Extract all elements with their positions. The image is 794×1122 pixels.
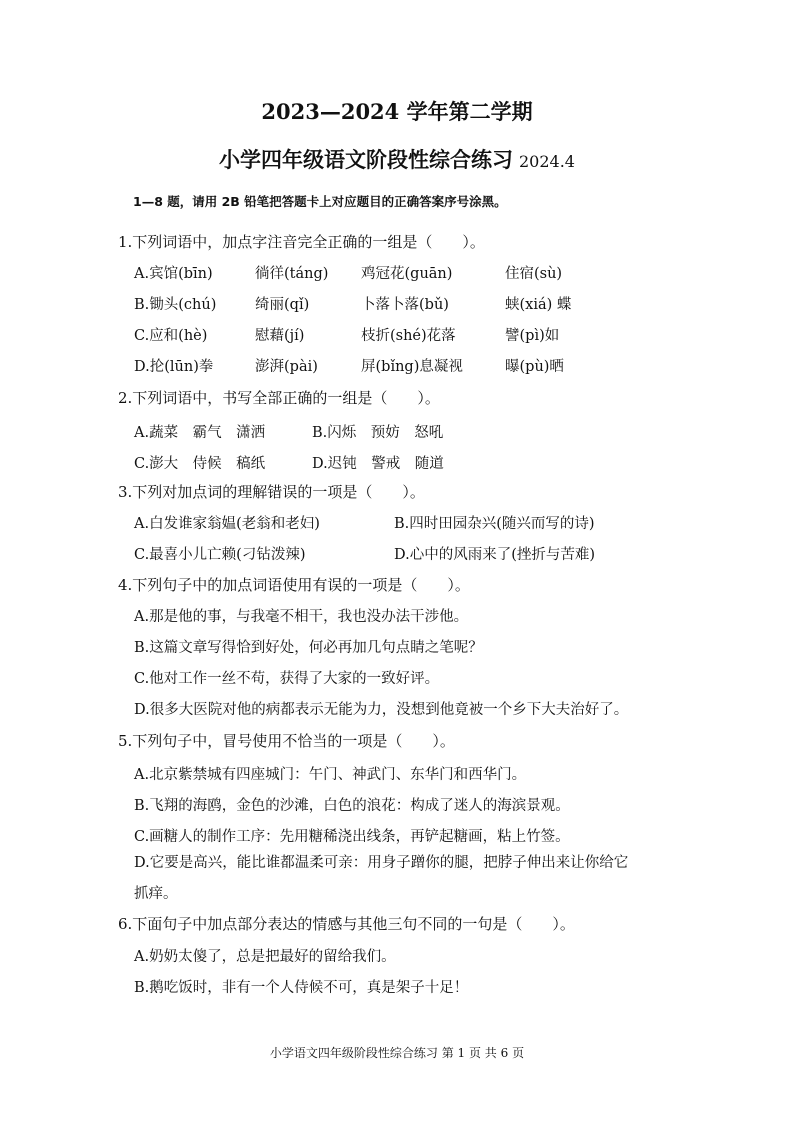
title-exam-text: 小学四年级语文阶段性综合练习 — [219, 147, 513, 172]
q6-a: A.奶奶太傻了，总是把最好的留给我们。 — [134, 949, 396, 965]
question-5-stem: 5.下列句子中，冒号使用不恰当的一项是（ ）。 — [118, 732, 455, 750]
q3-b: B.四时田园杂兴(随兴而写的诗) — [394, 516, 595, 532]
instruction: 1—8 题，请用 2B 铅笔把答题卡上对应题目的正确答案序号涂黑。 — [133, 194, 507, 209]
question-1-stem: 1.下列词语中，加点字注音完全正确的一组是（ ）。 — [118, 233, 485, 251]
q1-b-2: 绮丽(qǐ) — [255, 297, 310, 313]
q1-d-4: 曝(pù)晒 — [505, 359, 564, 375]
q3-c: C.最喜小儿亡赖(刁钻泼辣) — [134, 547, 306, 563]
q5-c: C.画糖人的制作工序：先用糖稀浇出线条，再铲起糖画，粘上竹签。 — [134, 829, 570, 845]
q3-d: D.心中的风雨来了(挫折与苦难) — [394, 547, 596, 563]
title-year: 2024.4 — [519, 152, 575, 171]
q1-b-3: 卜落卜落(bǔ) — [361, 297, 449, 313]
question-4-stem: 4.下列句子中的加点词语使用有误的一项是（ ）。 — [118, 576, 470, 594]
q4-c: C.他对工作一丝不苟，获得了大家的一致好评。 — [134, 671, 440, 687]
q2-d: D.迟钝 警戒 随道 — [312, 456, 444, 472]
q1-a-3: 鸡冠花(guān) — [361, 266, 453, 282]
q5-b: B.飞翔的海鸥，金色的沙滩，白色的浪花：构成了迷人的海滨景观。 — [134, 798, 570, 814]
q1-d-3: 屏(bǐng)息凝视 — [361, 359, 463, 375]
q1-a-2: 徜徉(táng) — [255, 266, 329, 282]
title-term: 2023—2024 学年第二学期 — [261, 99, 533, 124]
question-3-stem: 3.下列对加点词的理解错误的一项是（ ）。 — [118, 483, 425, 501]
q4-d: D.很多大医院对他的病都表示无能为力，没想到他竟被一个乡下大夫治好了。 — [134, 702, 629, 718]
q1-b-4: 蛱(xiá) 蝶 — [505, 297, 572, 313]
q5-d-cont: 抓痒。 — [134, 886, 178, 902]
q1-d-2: 澎湃(pài) — [255, 359, 318, 375]
q1-c-2: 慰藉(jí) — [255, 328, 305, 344]
q4-b: B.这篇文章写得恰到好处，何必再加几句点睛之笔呢？ — [134, 640, 483, 656]
q2-c: C.澎大 侍候 稿纸 — [134, 456, 266, 472]
q2-a: A.蔬菜 霸气 潇洒 — [134, 425, 266, 441]
q6-b: B.鹅吃饭时，非有一个人侍候不可，真是架子十足！ — [134, 980, 469, 996]
question-6-stem: 6.下面句子中加点部分表达的情感与其他三句不同的一句是（ ）。 — [118, 915, 575, 933]
q5-d: D.它要是高兴，能比谁都温柔可亲：用身子蹭你的腿，把脖子伸出来让你给它 — [134, 855, 629, 871]
q3-a: A.白发谁家翁媪(老翁和老妇) — [134, 516, 320, 532]
q2-b: B.闪烁 预妨 怒吼 — [312, 425, 444, 441]
q1-a-1: A.宾馆(bīn) — [134, 266, 213, 282]
q1-c-4: 譬(pì)如 — [505, 328, 560, 344]
q1-a-4: 住宿(sù) — [505, 266, 563, 282]
q1-c-3: 枝折(shé)花落 — [361, 328, 456, 344]
q1-b-1: B.锄头(chú) — [134, 297, 217, 313]
page-footer: 小学语文四年级阶段性综合练习 第 1 页 共 6 页 — [269, 1046, 525, 1060]
question-2-stem: 2.下列词语中，书写全部正确的一组是（ ）。 — [118, 389, 440, 407]
q1-d-1: D.抡(lūn)拳 — [134, 359, 214, 375]
q5-a: A.北京紫禁城有四座城门：午门、神武门、东华门和西华门。 — [134, 767, 527, 783]
title-exam — [0, 144, 794, 174]
q1-c-1: C.应和(hè) — [134, 328, 208, 344]
q4-a: A.那是他的事，与我毫不相干，我也没办法干涉他。 — [134, 609, 469, 625]
